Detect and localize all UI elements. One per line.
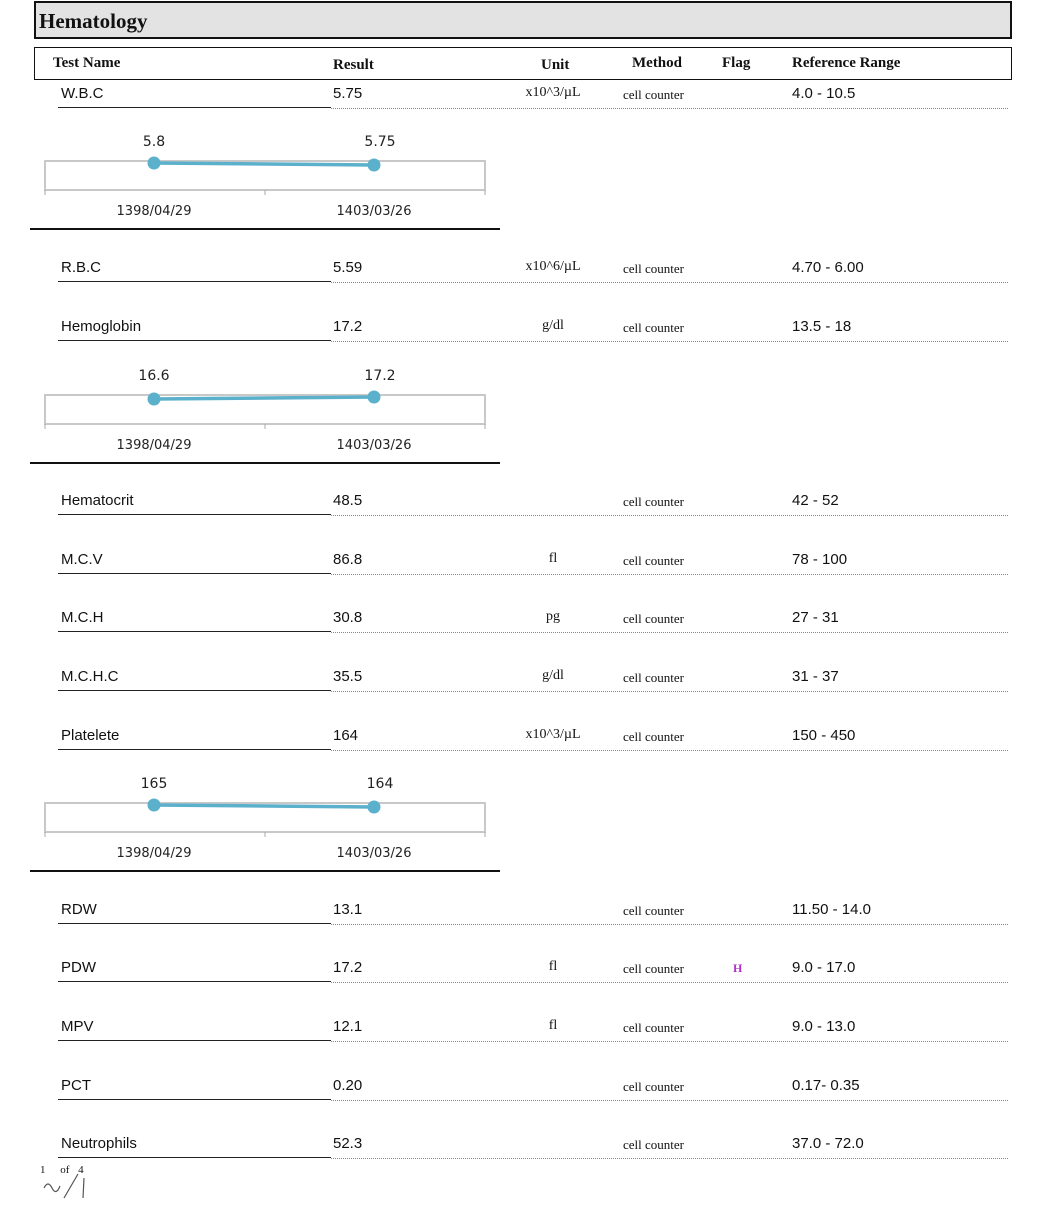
name-underline [58,690,331,691]
data-point [148,157,161,170]
table-row [0,959,1042,999]
test-method: cell counter [623,1079,684,1094]
test-unit: pg [546,609,560,624]
test-reference-range: 42 - 52 [792,492,839,509]
dotted-separator [331,341,1008,342]
page-total: 4 [78,1164,84,1176]
name-underline [58,281,331,282]
test-method: cell counter [623,1020,684,1035]
test-flag: H [733,961,743,975]
test-name: Neutrophils [61,1135,137,1152]
history-chart-svg [30,773,500,869]
test-method: cell counter [623,961,684,976]
dotted-separator [331,924,1008,925]
test-name: M.C.H [61,609,104,626]
header-flag: Flag [722,55,751,71]
table-row [0,901,1042,941]
table-row [0,551,1042,591]
header-test-name: Test Name [53,55,121,71]
x-tick-label: 1403/03/26 [336,204,412,219]
test-name: MPV [61,1018,94,1035]
test-method: cell counter [623,1137,684,1152]
handwritten-page-mark-svg [38,1170,98,1200]
test-name: R.B.C [61,259,102,276]
data-point [148,799,161,812]
data-label: 164 [366,776,394,792]
header-result: Result [333,57,374,73]
table-row [0,727,1042,767]
test-result: 52.3 [333,1135,363,1152]
page-of: of [60,1164,70,1176]
table-header [34,47,1012,80]
dotted-separator [331,1158,1008,1159]
history-chart [30,365,500,465]
series-line [154,163,374,165]
test-name: PCT [61,1077,91,1094]
dotted-separator [331,574,1008,575]
test-reference-range: 13.5 - 18 [792,318,852,335]
test-reference-range: 27 - 31 [792,609,839,626]
chart-separator [30,462,500,464]
test-result: 5.59 [333,259,363,276]
header-unit: Unit [541,57,570,73]
test-result: 86.8 [333,551,363,568]
test-name: Hemoglobin [61,318,142,335]
name-underline [58,749,331,750]
name-underline [58,923,331,924]
test-result: 164 [333,727,359,744]
test-reference-range: 4.70 - 6.00 [792,259,864,276]
table-row [0,668,1042,708]
test-reference-range: 11.50 - 14.0 [792,901,871,918]
test-name: W.B.C [61,85,104,102]
x-tick-label: 1398/04/29 [116,204,192,219]
test-result: 5.75 [333,85,363,102]
test-result: 30.8 [333,609,363,626]
series-line [154,397,374,399]
test-reference-range: 150 - 450 [792,727,856,744]
test-reference-range: 37.0 - 72.0 [792,1135,864,1152]
table-row [0,1077,1042,1117]
dotted-separator [331,1041,1008,1042]
x-tick-label: 1403/03/26 [336,846,412,861]
dotted-separator [331,282,1008,283]
table-row [0,259,1042,299]
dotted-separator [331,750,1008,751]
test-reference-range: 4.0 - 10.5 [792,85,856,102]
test-result: 12.1 [333,1018,363,1035]
dotted-separator [331,982,1008,983]
page-number: 1 [40,1164,46,1176]
test-method: cell counter [623,729,684,744]
dotted-separator [331,108,1008,109]
series-line [154,805,374,807]
x-tick-label: 1398/04/29 [116,438,192,453]
dotted-separator [331,1100,1008,1101]
history-chart-svg [30,131,500,227]
data-label: 16.6 [138,368,170,384]
test-result: 48.5 [333,492,363,509]
test-method: cell counter [623,553,684,568]
data-point [368,391,381,404]
test-unit: fl [548,551,558,566]
table-row [0,318,1042,358]
test-result: 35.5 [333,668,363,685]
test-reference-range: 9.0 - 17.0 [792,959,856,976]
x-tick-label: 1398/04/29 [116,846,192,861]
name-underline [58,1099,331,1100]
table-row [0,1018,1042,1058]
test-result: 17.2 [333,318,363,335]
test-unit: x10^6/µL [525,259,581,274]
test-method: cell counter [623,494,684,509]
test-method: cell counter [623,903,684,918]
test-unit: fl [548,959,558,974]
test-name: Hematocrit [61,492,134,509]
data-label: 165 [140,776,168,792]
history-chart [30,131,500,231]
data-label: 5.75 [364,134,396,150]
test-result: 17.2 [333,959,363,976]
data-label: 5.8 [142,134,166,150]
data-point [368,801,381,814]
header-method: Method [632,55,682,71]
dotted-separator [331,691,1008,692]
section-title: Hematology [34,1,1012,39]
chart-separator [30,870,500,872]
name-underline [58,1157,331,1158]
chart-separator [30,228,500,230]
test-name: RDW [61,901,97,918]
test-method: cell counter [623,320,684,335]
table-row [0,85,1042,125]
name-underline [58,107,331,108]
history-chart-svg [30,365,500,461]
test-method: cell counter [623,261,684,276]
table-row [0,492,1042,532]
test-unit: g/dl [542,318,564,333]
header-range: Reference Range [792,55,901,71]
test-method: cell counter [623,87,684,102]
test-name: M.C.H.C [61,668,119,685]
name-underline [58,631,331,632]
test-unit: g/dl [542,668,564,683]
test-result: 13.1 [333,901,363,918]
test-reference-range: 0.17- 0.35 [792,1077,860,1094]
data-point [148,393,161,406]
name-underline [58,1040,331,1041]
test-method: cell counter [623,670,684,685]
test-name: PDW [61,959,96,976]
test-reference-range: 31 - 37 [792,668,839,685]
test-method: cell counter [623,611,684,626]
name-underline [58,514,331,515]
test-unit: fl [548,1018,558,1033]
table-row [0,609,1042,649]
x-tick-label: 1403/03/26 [336,438,412,453]
test-reference-range: 9.0 - 13.0 [792,1018,856,1035]
history-chart [30,773,500,873]
name-underline [58,573,331,574]
name-underline [58,981,331,982]
test-name: M.C.V [61,551,103,568]
test-result: 0.20 [333,1077,363,1094]
table-row [0,1135,1042,1175]
name-underline [58,340,331,341]
dotted-separator [331,632,1008,633]
data-label: 17.2 [364,368,396,384]
test-unit: x10^3/µL [525,727,581,742]
data-point [368,159,381,172]
dotted-separator [331,515,1008,516]
test-unit: x10^3/µL [525,85,581,100]
test-name: Platelete [61,727,120,744]
test-reference-range: 78 - 100 [792,551,848,568]
